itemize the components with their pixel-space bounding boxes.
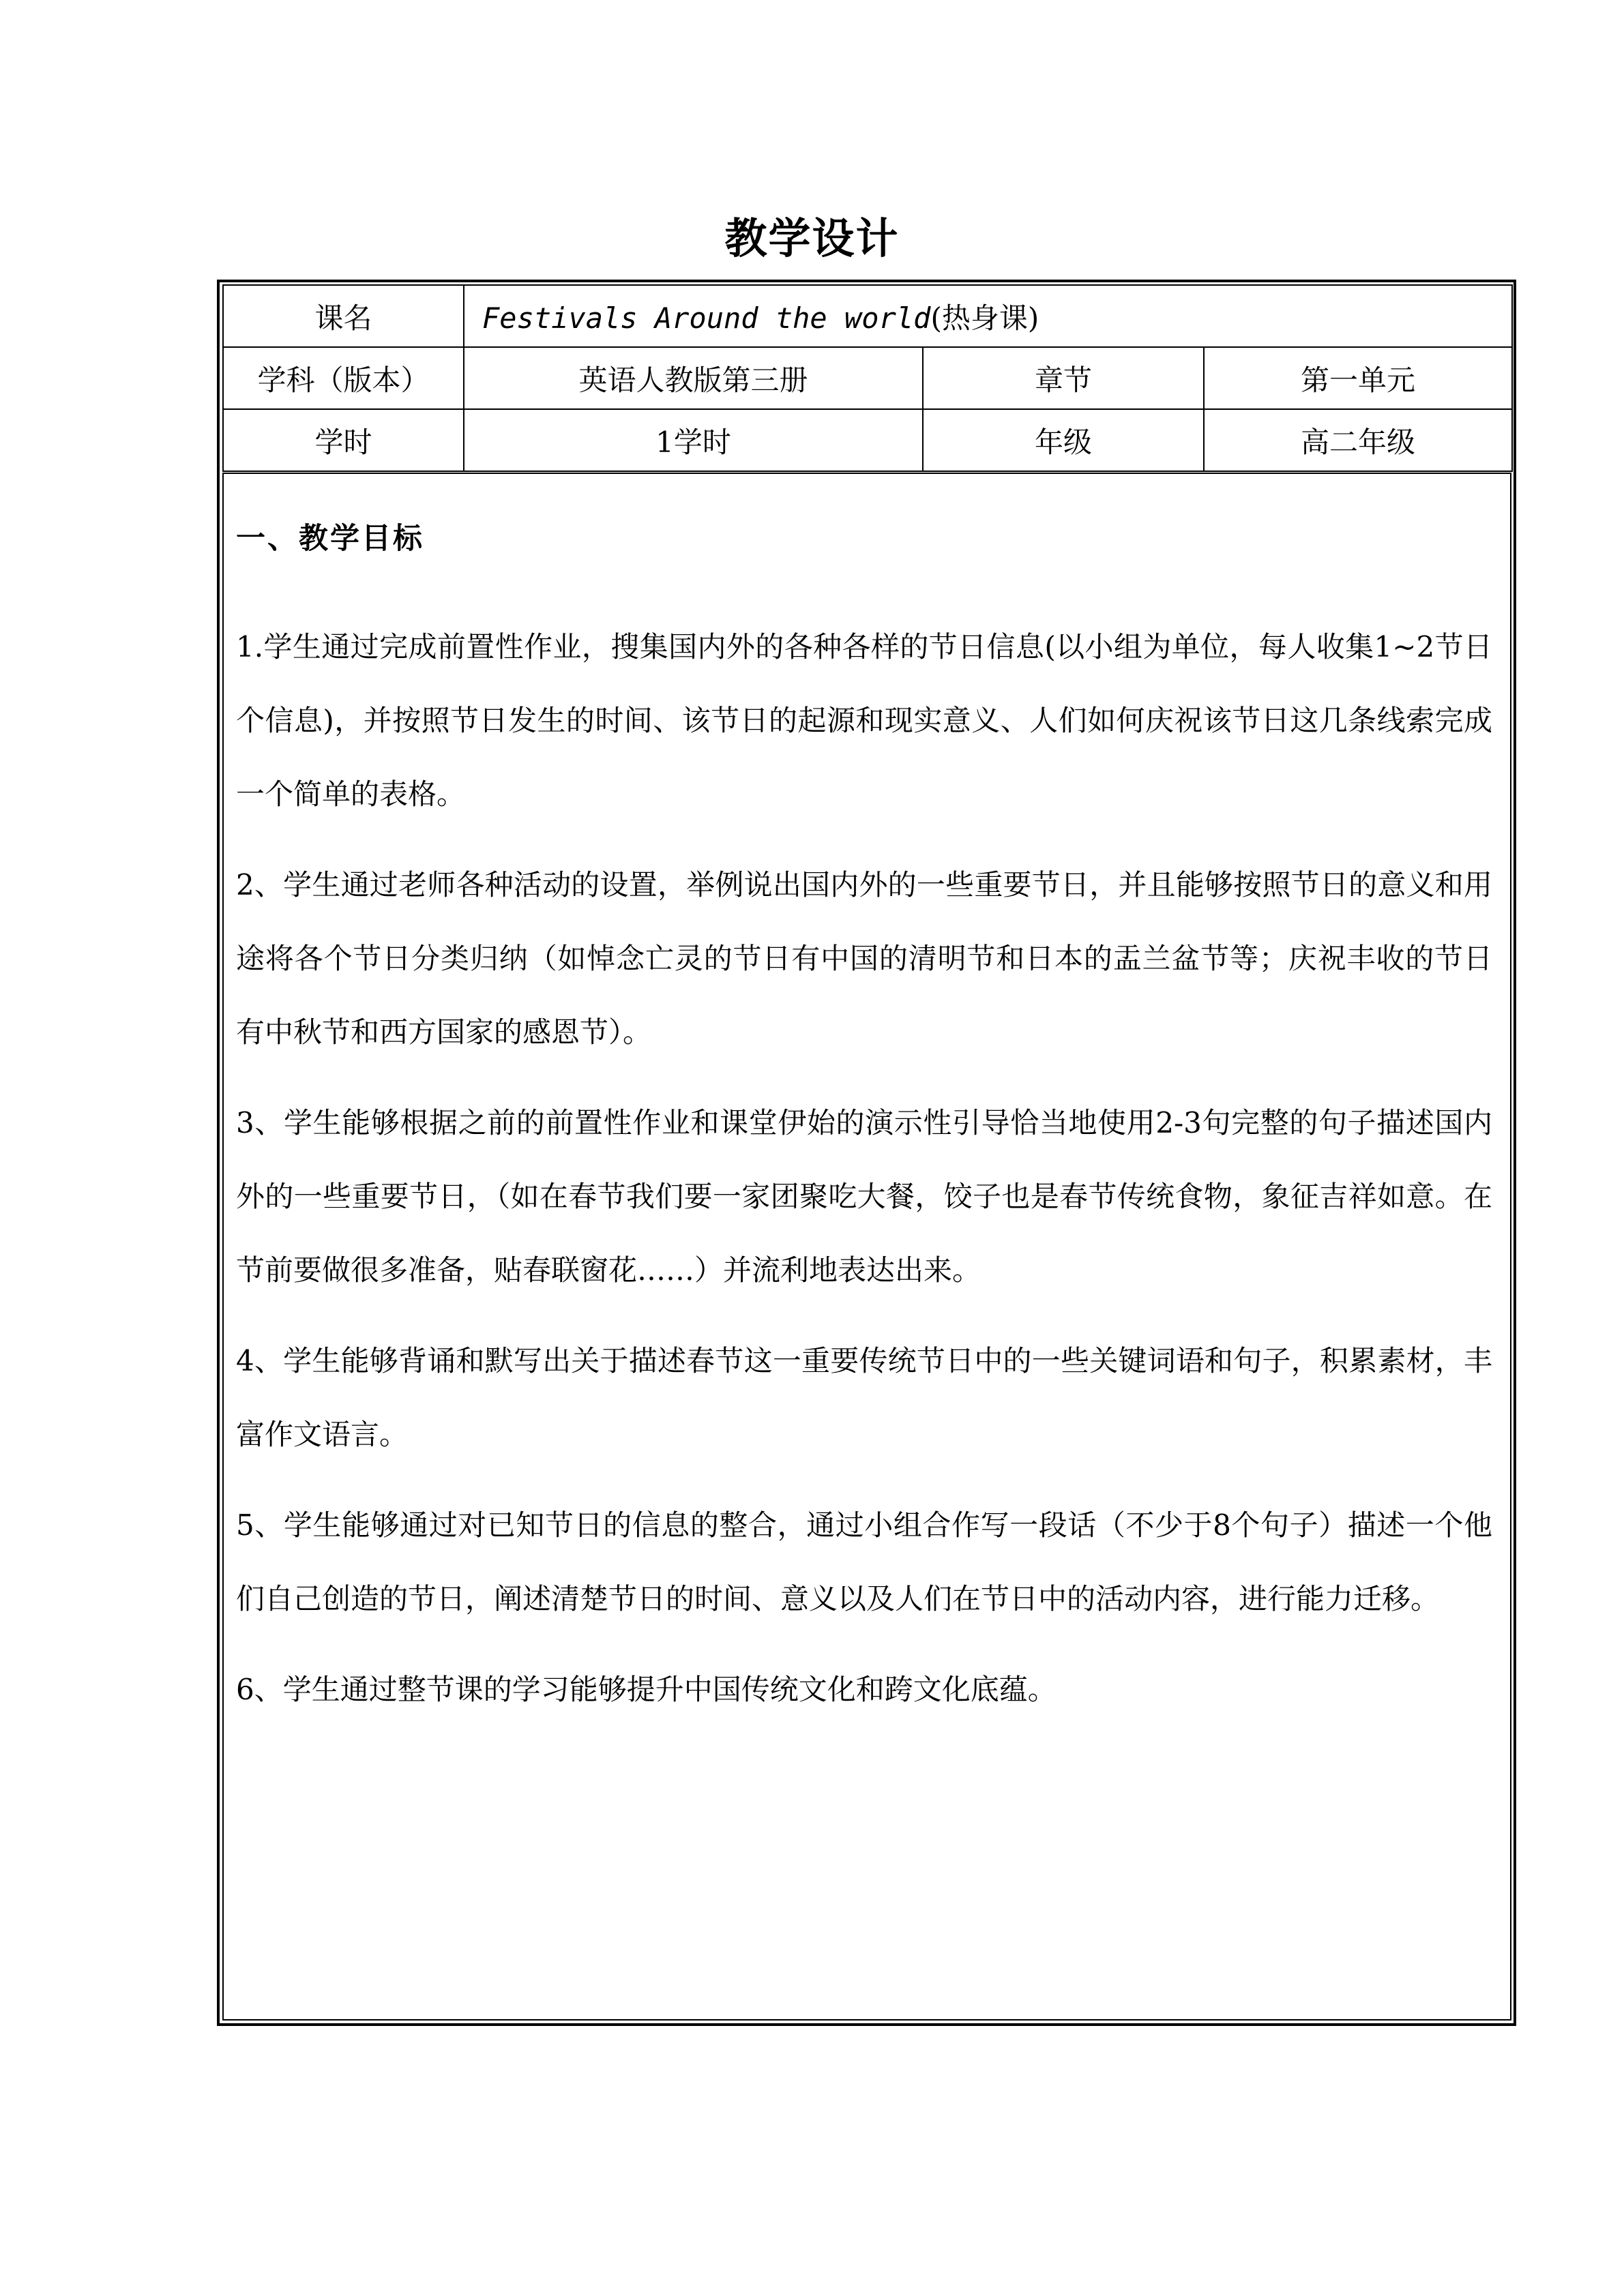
- course-info-table: [222, 284, 1513, 472]
- objective-item: 3、学生能够根据之前的前置性作业和课堂伊始的演示性引导恰当地使用2-3句完整的句子描述国内外的一些重要节日，（如在春节我们要一家团聚吃大餐，饺子也是春节传统食物，象征吉祥如意。在节前要做很多准备，贴春联窗花……）并流利地表达出来。: [236, 1106, 1492, 1287]
- objective-item: 2、学生通过老师各种活动的设置，举例说出国内外的一些重要节日，并且能够按照节日的意义和用途将各个节日分类归纳（如悼念亡灵的节日有中国的清明节和日本的盂兰盆节等；庆祝丰收的节日有中秋节和西方国家的感恩节）。: [236, 868, 1492, 1049]
- course-name-row: [223, 285, 1512, 347]
- course-name-value: [464, 285, 1512, 347]
- subject-row: [223, 347, 1512, 409]
- chapter-value: 第一单元: [1204, 347, 1512, 409]
- course-name-label: 课名: [223, 285, 464, 347]
- grade-value: 高二年级: [1204, 409, 1512, 471]
- document-title: 教学设计: [724, 213, 900, 263]
- objective-item: 1.学生通过完成前置性作业，搜集国内外的各种各样的节日信息(以小组为单位，每人收集1~2节日个信息)，并按照节日发生的时间、该节日的起源和现实意义、人们如何庆祝该节日这几条线索完成一个简单的表格。: [236, 630, 1492, 811]
- grade-label: 年级: [923, 409, 1204, 471]
- objectives-list: [236, 610, 1492, 1744]
- objective-item: 6、学生通过整节课的学习能够提升中国传统文化和跨文化底蕴。: [236, 1673, 1057, 1706]
- hours-row: [223, 409, 1512, 471]
- subject-value: 英语人教版第三册: [464, 347, 923, 409]
- hours-value: 1学时: [464, 409, 923, 471]
- course-name-suffix: (热身课): [930, 301, 1039, 335]
- section-heading: 一、教学目标: [236, 522, 424, 556]
- course-name-english: Festivals Around the world: [482, 301, 931, 335]
- hours-label: 学时: [223, 409, 464, 471]
- objective-item: 5、学生能够通过对已知节日的信息的整合，通过小组合作写一段话（不少于8个句子）描述一个他们自己创造的节日，阐述清楚节日的时间、意义以及人们在节日中的活动内容，进行能力迁移。: [236, 1508, 1492, 1615]
- objective-item: 4、学生能够背诵和默写出关于描述春节这一重要传统节日中的一些关键词语和句子，积累素材，丰富作文语言。: [236, 1344, 1492, 1451]
- subject-label: 学科（版本）: [223, 347, 464, 409]
- chapter-label: 章节: [923, 347, 1204, 409]
